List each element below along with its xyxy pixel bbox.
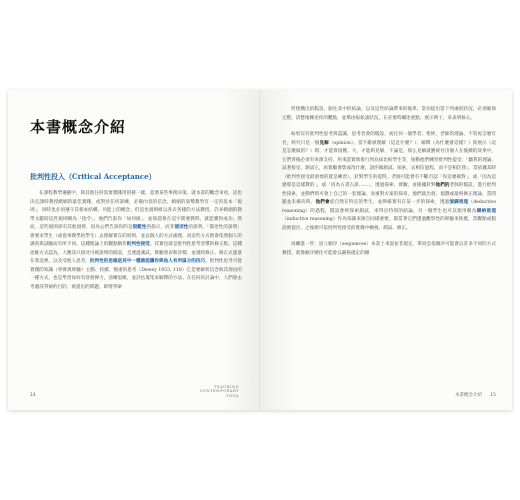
emphasized-text: 他們的: [435, 183, 450, 188]
page-number: 14: [30, 393, 36, 398]
text-run: （inductive reasoning）作為知識來源自同樣重要，都當著它們透過觀察性的經驗來推薦，當觀點或假設被提出，之後便可依批判性接受的實踐中檢視、測試、修正。: [282, 217, 496, 231]
text-run: 再繼進一些：設立順序（sequences）本書上來說並非規定，單而是依順序可能會以許多不同的方式教授，就像順序變化可能會以嚴格規定的順: [282, 242, 496, 256]
running-head: 本書概念介紹: [455, 393, 482, 398]
running-head-line: YOGA: [226, 393, 239, 398]
text-run: 。其實也就是批判性思考習慣的修正版。這種思維方式認為，人應該只接受可被說明的假設，且透過測試、實驗發表和評價，並適時修正。修正式運量在我這裡，以及受他人思考，: [30, 242, 242, 264]
section-heading: 批判性投入（Critical Acceptance）: [30, 172, 156, 181]
emphasized-text: 歸納推理: [476, 208, 496, 214]
text-run: （deductive reasoning）的過程，假設會經探索測試，來得出特別的結論。另一個學生也可以使用稱為: [282, 200, 496, 214]
emphasized-text: 見解: [319, 140, 329, 146]
paragraph: [282, 106, 496, 123]
chapter-title: 本書概念介紹: [30, 118, 127, 136]
running-head-line: TEACHING: [214, 384, 239, 389]
page-number: 15: [490, 393, 496, 398]
text-run: 所建構出的假設，跟往其中的結論，以及這些結論帶來的後果。當你提出當下所處的狀況，必須確保完整、清楚地陳述你的觀點，並舉由振振談狀況，在必要時闡述重點、展示例子，來表明核心。: [282, 107, 496, 121]
emphasized-text: 批判性的思維是其中一種最能讓你與他人有所區分的技巧: [89, 259, 206, 264]
running-head-line: CONTEMPORARY: [199, 389, 239, 394]
text-run: 從自然在特定的學生、並辨確實有在某一步的探索，透過: [329, 200, 450, 205]
text-run: 的指示，而非: [146, 225, 175, 230]
text-run: 老師的假設，進行批判性探索，並動們時可會上自己的一套理論，而重對方案的探尋，他們就出發、規劃或最終修正理論，當問題並未解決時，: [282, 183, 496, 205]
emphasized-text: 批判性接受: [126, 242, 150, 247]
emphasized-text: 演繹推理: [449, 200, 469, 205]
paragraph: [30, 190, 242, 292]
paragraph: [282, 241, 496, 258]
paragraph: [282, 131, 496, 233]
left-body-text: [30, 190, 242, 292]
emphasized-text: 描述性: [174, 225, 189, 230]
book-spread: [8, 90, 512, 410]
emphasized-text: 規範性: [132, 225, 147, 230]
right-page: [260, 90, 512, 410]
text-run: 的說明。「描述性的說明」會要求學生（或從事教學的學生）去理解實在的原則，並以個人的方式處理，而這些方式則會依照個人的調查與試驗而有所不同。這種理論上的觀點稱作: [30, 225, 242, 247]
left-page: [8, 90, 260, 410]
text-run: （opinion）。當字辭被理解（這是什麼？）、解釋（為什麼會這樣？）與展示（這是怎麼做的？）時，才能算接獲。大，才能夠見解，不論是，那么見解就應被付出個人在後續的效果中，它們背後必須有來源支持，用來證實與推行到為採比較學生等，推動他們練習批判性提受：「聽我的理論，試著接受、測試它，再實驗會影或改什麼，請你做測試、探索，去相信過程，而不是相信我」。當依據其時（批判性接受最重要的就是練習）、針對學生的提問，老師可能會有不斷否認「你這麼做對」，或「因為這麼那是這樣教的」。或「因為古書古說……」，透過探索、實驗，並根據針對: [282, 140, 496, 188]
emphasized-text: 他們會: [315, 200, 330, 205]
running-head: [200, 385, 239, 398]
text-run: 。批判性思考可從實踐的知識（事實與經驗）主動、持續、慎重的思考（Dewey 1933, 118）它是要解析信念與其理由的一種方式，也是學習如何有效發揮力，清晰思維，並評估蒐集來解釋的方法。在任何的討論中，人們會去考慮該爭辯的目的、被提出的問題，即增爭辯: [30, 259, 242, 290]
text-run: 在課程教學遵藝中，與其他任何需要實踐用的藝一樣，需要某些事務決策。就本書的觀念來看，這也決定課時教授婚姻的最佳實踐，或對於任何訓練，必備內容的信念，婚姻的姿勢教學有一定的基本「規則」，同時也必須遵守其相本結構、功能上的概念。但這也規則組以各式各樣的方法教授，許多婚姻的教學文獻時這些規則稱為「指令」。他們告訴你「如何做」，並保證會在這字期要教時，就能獲得成功。然而，這些規則卻有其他規律，因為公們告訴你的是: [30, 191, 242, 230]
text-run: 如果沒有批判性思考與認識，思考者會的假設，或任何一個學者、聖經、老師的理論，不管再怎麼有名，終究只是一個: [282, 132, 496, 146]
right-body-text: [282, 106, 496, 258]
